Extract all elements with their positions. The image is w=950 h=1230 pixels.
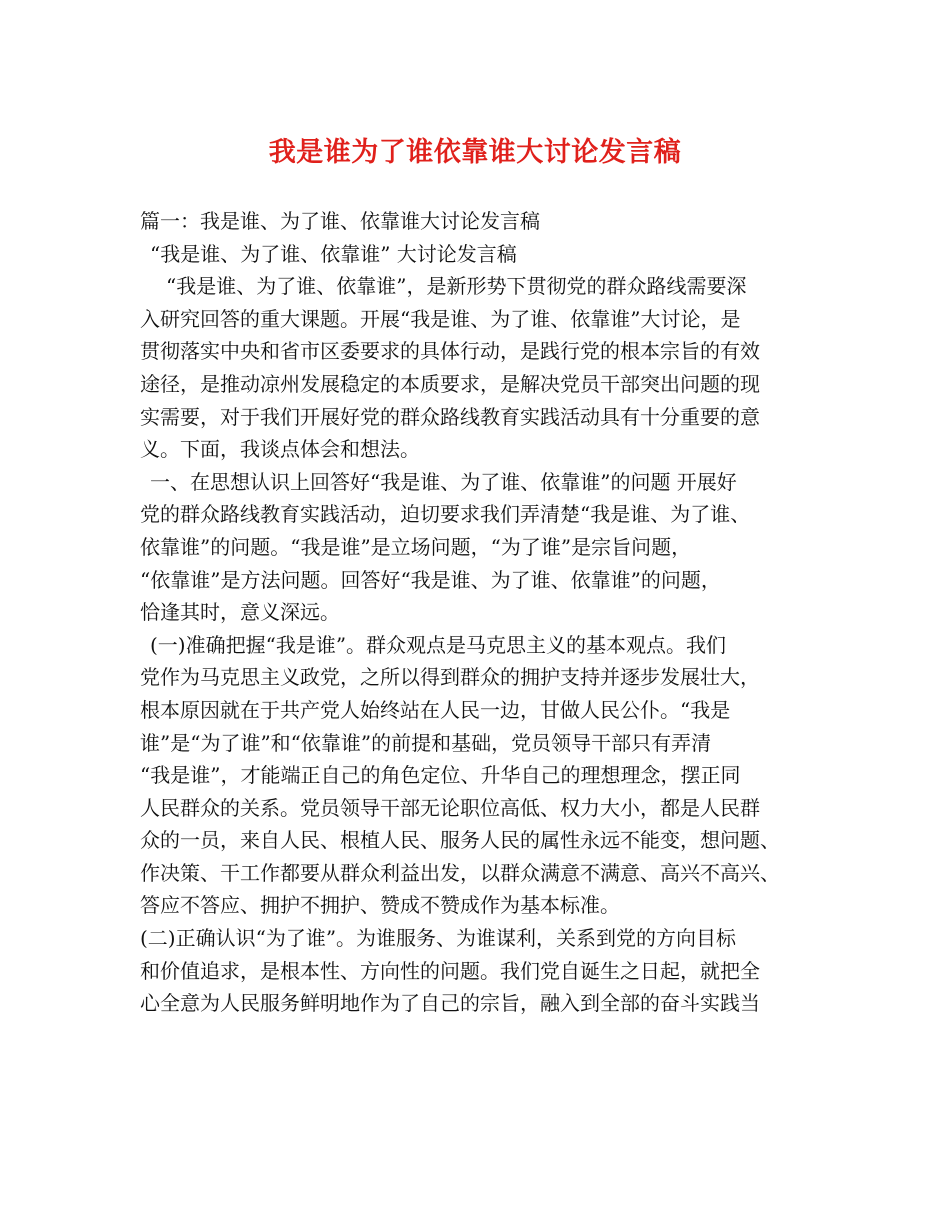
document-title: 我是谁为了谁依靠谁大讨论发言稿 bbox=[268, 137, 682, 168]
text-line: “依靠谁”是方法问题。回答好“我是谁、为了谁、依靠谁”的问题， bbox=[140, 567, 721, 592]
text-line: “我是谁、为了谁、依靠谁” 大讨论发言稿 bbox=[150, 241, 517, 266]
text-line: (二)正确认识“为了谁”。为谁服务、为谁谋利，关系到党的方向目标 bbox=[140, 926, 737, 951]
text-line: 义。下面，我谈点体会和想法。 bbox=[140, 437, 420, 462]
text-line: 和价值追求，是根本性、方向性的问题。我们党自诞生之日起，就把全 bbox=[140, 958, 760, 983]
document-body bbox=[140, 205, 830, 1020]
text-line: 众的一员，来自人民、根植人民、服务人民的属性永远不能变，想问题、 bbox=[140, 828, 780, 853]
text-line: 作决策、干工作都要从群众利益出发，以群众满意不满意、高兴不高兴、 bbox=[140, 860, 780, 885]
text-line: 入研究回答的重大课题。开展“我是谁、为了谁、依靠谁”大讨论，是 bbox=[140, 306, 741, 331]
text-line: 贯彻落实中央和省市区委要求的具体行动，是践行党的根本宗旨的有效 bbox=[140, 339, 760, 364]
text-line: 途径，是推动凉州发展稳定的本质要求，是解决党员干部突出问题的现 bbox=[140, 371, 760, 396]
text-line: (一)准确把握“我是谁”。群众观点是马克思主义的基本观点。我们 bbox=[150, 632, 727, 657]
text-line: “我是谁、为了谁、依靠谁”，是新形势下贯彻党的群众路线需要深 bbox=[166, 274, 747, 299]
text-line: 心全意为人民服务鲜明地作为了自己的宗旨，融入到全部的奋斗实践当 bbox=[140, 991, 760, 1016]
text-line: 根本原因就在于共产党人始终站在人民一边，甘做人民公仆。“我是 bbox=[140, 697, 731, 722]
text-line: 依靠谁”的问题。“我是谁”是立场问题，“为了谁”是宗旨问题， bbox=[140, 534, 692, 559]
text-line: 实需要，对于我们开展好党的群众路线教育实践活动具有十分重要的意 bbox=[140, 404, 760, 429]
text-line: 党的群众路线教育实践活动，迫切要求我们弄清楚“我是谁、为了谁、 bbox=[140, 502, 751, 527]
text-line: 恰逢其时，意义深远。 bbox=[140, 600, 340, 625]
text-line: 党作为马克思主义政党，之所以得到群众的拥护支持并逐步发展壮大， bbox=[140, 665, 760, 690]
text-line: “我是谁”，才能端正自己的角色定位、升华自己的理想理念，摆正同 bbox=[140, 763, 741, 788]
text-line: 人民群众的关系。党员领导干部无论职位高低、权力大小，都是人民群 bbox=[140, 795, 760, 820]
text-line: 答应不答应、拥护不拥护、赞成不赞成作为基本标准。 bbox=[140, 893, 620, 918]
text-line: 一、在思想认识上回答好“我是谁、为了谁、依靠谁”的问题 开展好 bbox=[150, 469, 737, 494]
text-line: 篇一：我是谁、为了谁、依靠谁大讨论发言稿 bbox=[140, 209, 540, 233]
text-line: 谁”是“为了谁”和“依靠谁”的前提和基础，党员领导干部只有弄清 bbox=[140, 730, 712, 755]
